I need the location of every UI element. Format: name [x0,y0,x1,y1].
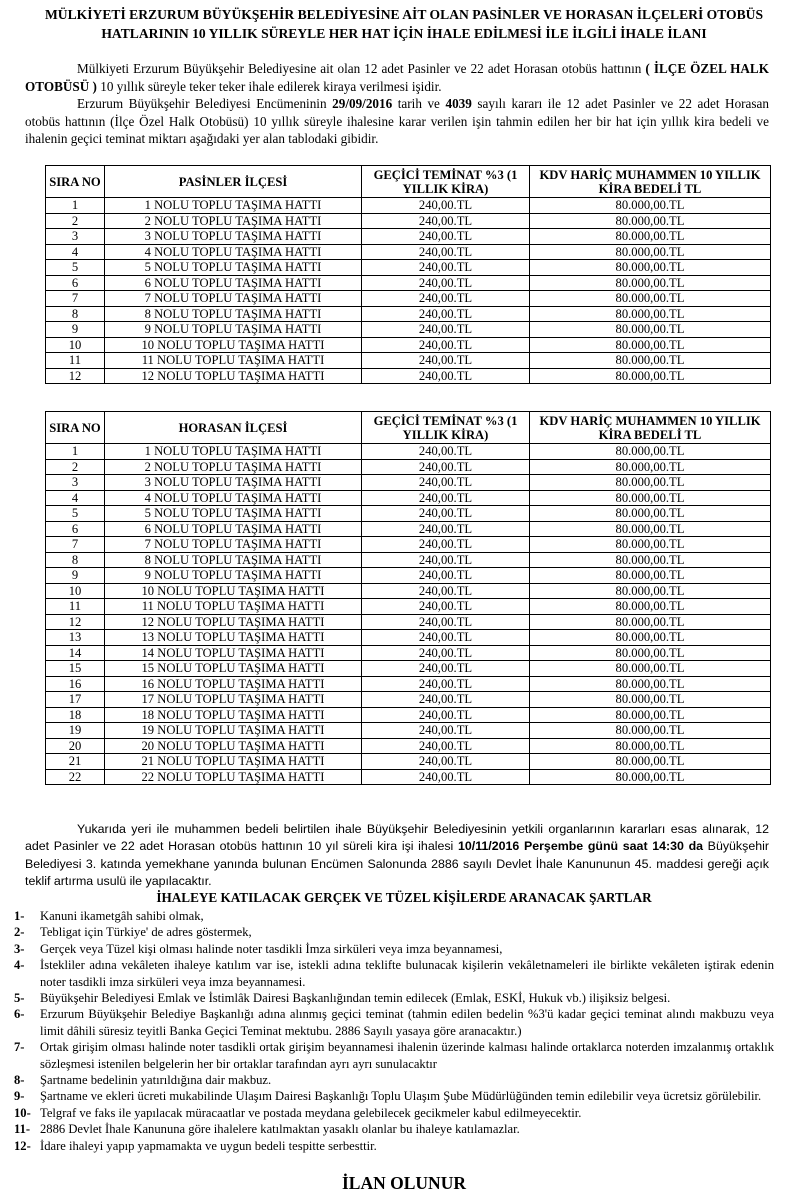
cell-sira-no: 8 [46,306,105,322]
cell-teminat: 240,00.TL [362,769,530,785]
intro-p2-text: Erzurum Büyükşehir Belediyesi Encümeninin [77,96,333,112]
cell-teminat: 240,00.TL [362,475,530,491]
cell-sira-no: 4 [46,490,105,506]
cell-bedel: 80.000,00.TL [530,614,771,630]
intro-p1-text: Mülkiyeti Erzurum Büyükşehir Belediyesine ait olan 12 adet Pasinler ve 22 adet Horasan otobüs hattının [77,61,646,76]
cell-teminat: 240,00.TL [362,353,530,369]
requirement-text: İstekliler adına vekâleten ihaleye katılım var ise, istekli adına teklifte bulunacak kişilerin vekâletnameleri ile birlikte vekâleten iştirak edenin noter tasdikli imza sirküleri veya imza beyannamesi. [40,958,774,989]
requirement-number: 8- [14,1073,25,1088]
requirement-text: Gerçek veya Tüzel kişi olması halinde noter tasdikli İmza sirküleri veya imza beyannamesi, [40,941,503,956]
cell-hat-name: 21 NOLU TOPLU TAŞIMA HATTI [105,754,362,770]
table-row [46,754,771,770]
requirement-text: Telgraf ve faks ile yapılacak müracaatlar ve postada meydana gelebilecek gecikmeler kabul edilmeyecektir. [40,1105,582,1120]
cell-bedel: 80.000,00.TL [530,490,771,506]
cell-hat-name: 2 NOLU TOPLU TAŞIMA HATTI [105,213,362,229]
table-row [46,322,771,338]
cell-sira-no: 14 [46,645,105,661]
cell-hat-name: 3 NOLU TOPLU TAŞIMA HATTI [105,229,362,245]
requirement-number: 3- [14,941,25,956]
table-row [46,630,771,646]
table-row [46,769,771,785]
decision-number: 4039 [445,96,472,112]
cell-hat-name: 7 NOLU TOPLU TAŞIMA HATTI [105,291,362,307]
requirement-number: 10- [14,1105,31,1120]
table-row [46,676,771,692]
cell-teminat: 240,00.TL [362,459,530,475]
cell-teminat: 240,00.TL [362,583,530,599]
requirement-number: 12- [14,1138,31,1153]
cell-teminat: 240,00.TL [362,537,530,553]
table-row [46,583,771,599]
cell-sira-no: 3 [46,229,105,245]
requirement-item [14,957,774,990]
cell-hat-name: 16 NOLU TOPLU TAŞIMA HATTI [105,676,362,692]
cell-hat-name: 9 NOLU TOPLU TAŞIMA HATTI [105,568,362,584]
cell-bedel: 80.000,00.TL [530,198,771,214]
pasinler-table-body [46,198,771,384]
cell-sira-no: 12 [46,368,105,384]
cell-bedel: 80.000,00.TL [530,707,771,723]
cell-bedel: 80.000,00.TL [530,506,771,522]
requirement-number: 6- [14,1007,25,1022]
cell-teminat: 240,00.TL [362,490,530,506]
closing-statement: İLAN OLUNUR [342,1173,466,1193]
cell-bedel: 80.000,00.TL [530,244,771,260]
cell-teminat: 240,00.TL [362,614,530,630]
table-header-row [46,412,771,444]
table-row [46,599,771,615]
table-row [46,275,771,291]
cell-bedel: 80.000,00.TL [530,754,771,770]
cell-bedel: 80.000,00.TL [530,521,771,537]
cell-bedel: 80.000,00.TL [530,275,771,291]
table-row [46,537,771,553]
requirements-list [14,908,774,1154]
cell-hat-name: 20 NOLU TOPLU TAŞIMA HATTI [105,738,362,754]
cell-bedel: 80.000,00.TL [530,552,771,568]
table-row [46,459,771,475]
cell-sira-no: 9 [46,322,105,338]
table-row [46,661,771,677]
pasinler-table [45,165,771,384]
requirement-number: 2- [14,925,25,940]
cell-sira-no: 18 [46,707,105,723]
cell-bedel: 80.000,00.TL [530,723,771,739]
table-row [46,306,771,322]
requirement-item [14,1138,774,1154]
cell-teminat: 240,00.TL [362,506,530,522]
cell-hat-name: 11 NOLU TOPLU TAŞIMA HATTI [105,599,362,615]
cell-sira-no: 5 [46,506,105,522]
requirement-item [14,941,774,957]
cell-teminat: 240,00.TL [362,198,530,214]
requirement-item [14,990,774,1006]
cell-hat-name: 14 NOLU TOPLU TAŞIMA HATTI [105,645,362,661]
table-row [46,291,771,307]
tender-details-paragraph [25,821,769,891]
table-row [46,645,771,661]
table-row [46,475,771,491]
cell-teminat: 240,00.TL [362,306,530,322]
cell-teminat: 240,00.TL [362,229,530,245]
table-row [46,723,771,739]
requirement-text: Şartname ve ekleri ücreti mukabilinde Ulaşım Dairesi Başkanlığı Toplu Ulaşım Şube Müdürlüğünden temin edilebilir veya ücretsiz görülebilir. [40,1089,762,1104]
cell-bedel: 80.000,00.TL [530,692,771,708]
requirement-text: Kanuni ikametgâh sahibi olmak, [40,909,204,923]
cell-teminat: 240,00.TL [362,213,530,229]
table-row [46,353,771,369]
cell-bedel: 80.000,00.TL [530,459,771,475]
cell-bedel: 80.000,00.TL [530,306,771,322]
cell-hat-name: 3 NOLU TOPLU TAŞIMA HATTI [105,475,362,491]
cell-sira-no: 6 [46,521,105,537]
requirement-text: 2886 Devlet İhale Kanununa göre ihalelere katılmaktan yasaklı olanlar bu ihaleye katılamazlar. [40,1122,520,1137]
cell-bedel: 80.000,00.TL [530,583,771,599]
table-row [46,368,771,384]
cell-sira-no: 22 [46,769,105,785]
cell-bedel: 80.000,00.TL [530,322,771,338]
cell-bedel: 80.000,00.TL [530,475,771,491]
cell-teminat: 240,00.TL [362,337,530,353]
requirement-number: 5- [14,991,25,1006]
requirement-item [14,908,774,924]
table-row [46,244,771,260]
intro-paragraph-2 [25,95,769,148]
cell-hat-name: 2 NOLU TOPLU TAŞIMA HATTI [105,459,362,475]
table-row [46,490,771,506]
header-teminat: GEÇİCİ TEMİNAT %3 (1 YILLIK KİRA) [362,166,530,198]
cell-hat-name: 5 NOLU TOPLU TAŞIMA HATTI [105,506,362,522]
cell-sira-no: 3 [46,475,105,491]
cell-bedel: 80.000,00.TL [530,213,771,229]
cell-teminat: 240,00.TL [362,444,530,460]
cell-teminat: 240,00.TL [362,754,530,770]
requirement-item [14,1072,774,1088]
requirement-text: Erzurum Büyükşehir Belediye Başkanlığı adına alınmış geçici teminat (tahmin edilen bedelin %3'ü kadar geçici teminat alındı makbuzu veya limit dâhili süresiz teyitli Banka Geçici Teminat mektubu. 2886 Sayılı yasaya göre aranacaktır.) [40,1007,774,1038]
cell-bedel: 80.000,00.TL [530,645,771,661]
table-row [46,213,771,229]
cell-hat-name: 18 NOLU TOPLU TAŞIMA HATTI [105,707,362,723]
cell-sira-no: 7 [46,537,105,553]
cell-teminat: 240,00.TL [362,322,530,338]
cell-bedel: 80.000,00.TL [530,568,771,584]
cell-teminat: 240,00.TL [362,738,530,754]
table-row [46,229,771,245]
cell-hat-name: 12 NOLU TOPLU TAŞIMA HATTI [105,368,362,384]
table-row [46,444,771,460]
header-sira-no: SIRA NO [46,166,105,198]
cell-sira-no: 6 [46,275,105,291]
cell-hat-name: 5 NOLU TOPLU TAŞIMA HATTI [105,260,362,276]
cell-hat-name: 13 NOLU TOPLU TAŞIMA HATTI [105,630,362,646]
requirement-item [14,1006,774,1039]
cell-hat-name: 22 NOLU TOPLU TAŞIMA HATTI [105,769,362,785]
tender-text: Yukarıda yeri ile muhammen bedeli belirtilen ihale Büyükşehir Belediyesinin yetkili organlarının kararları esas alınarak, 12 adet Pasinler ve 22 adet Horasan otobüs hattının 10 yıl süreli kira işi ihalesi [25,822,769,854]
cell-sira-no: 1 [46,198,105,214]
cell-teminat: 240,00.TL [362,645,530,661]
cell-bedel: 80.000,00.TL [530,291,771,307]
cell-sira-no: 15 [46,661,105,677]
requirement-item [14,1088,774,1104]
requirement-number: 1- [14,909,25,923]
cell-sira-no: 17 [46,692,105,708]
cell-teminat: 240,00.TL [362,599,530,615]
cell-sira-no: 4 [46,244,105,260]
cell-hat-name: 12 NOLU TOPLU TAŞIMA HATTI [105,614,362,630]
decision-date: 29/09/2016 [332,96,393,112]
cell-hat-name: 10 NOLU TOPLU TAŞIMA HATTI [105,337,362,353]
requirement-item [14,1039,774,1072]
cell-bedel: 80.000,00.TL [530,738,771,754]
cell-hat-name: 17 NOLU TOPLU TAŞIMA HATTI [105,692,362,708]
cell-hat-name: 7 NOLU TOPLU TAŞIMA HATTI [105,537,362,553]
cell-bedel: 80.000,00.TL [530,337,771,353]
requirement-item [14,924,774,940]
cell-sira-no: 11 [46,353,105,369]
cell-bedel: 80.000,00.TL [530,769,771,785]
cell-bedel: 80.000,00.TL [530,537,771,553]
cell-teminat: 240,00.TL [362,552,530,568]
cell-sira-no: 2 [46,459,105,475]
cell-sira-no: 20 [46,738,105,754]
header-teminat: GEÇİCİ TEMİNAT %3 (1 YILLIK KİRA) [362,412,530,444]
cell-hat-name: 8 NOLU TOPLU TAŞIMA HATTI [105,552,362,568]
requirement-text: Tebligat için Türkiye' de adres göstermek, [40,925,252,940]
cell-bedel: 80.000,00.TL [530,630,771,646]
cell-sira-no: 5 [46,260,105,276]
requirement-text: Şartname bedelinin yatırıldığına dair makbuz. [40,1073,272,1088]
requirements-title: İHALEYE KATILACAK GERÇEK VE TÜZEL KİŞİLERDE ARANACAK ŞARTLAR [156,890,652,905]
intro-p1-text-end: 10 yıllık süreyle teker teker ihale edilerek kiraya verilmesi işidir. [96,78,442,94]
table-row [46,568,771,584]
requirement-item [14,1121,774,1137]
header-bedel: KDV HARİÇ MUHAMMEN 10 YILLIK KİRA BEDELİ TL [530,166,771,198]
header-ilce: HORASAN İLÇESİ [105,412,362,444]
cell-bedel: 80.000,00.TL [530,260,771,276]
cell-teminat: 240,00.TL [362,244,530,260]
cell-hat-name: 11 NOLU TOPLU TAŞIMA HATTI [105,353,362,369]
horasan-table-body [46,444,771,785]
cell-hat-name: 8 NOLU TOPLU TAŞIMA HATTI [105,306,362,322]
cell-teminat: 240,00.TL [362,275,530,291]
tender-text-end: Büyükşehir Belediyesi 3. katında yemekhane yanında bulunan Encümen Salonunda 2886 sayılı Devlet İhale Kanununun 45. maddesi gereği açık teklif artırma usulü ile yapılacaktır. [25,839,769,889]
table-row [46,506,771,522]
intro-p1-bold: ( İLÇE ÖZEL HALK OTOBÜSÜ ) [25,61,769,94]
cell-bedel: 80.000,00.TL [530,661,771,677]
table-row [46,521,771,537]
cell-teminat: 240,00.TL [362,291,530,307]
cell-hat-name: 15 NOLU TOPLU TAŞIMA HATTI [105,661,362,677]
cell-sira-no: 16 [46,676,105,692]
page-title: MÜLKİYETİ ERZURUM BÜYÜKŞEHİR BELEDİYESİNE AİT OLAN PASİNLER VE HORASAN İLÇELERİ OTOBÜS HATLARININ 10 YILLIK SÜREYLE HER HAT İÇİN İHALE EDİLMESİ İLE İLGİLİ İHALE İLANI [44,7,764,41]
cell-bedel: 80.000,00.TL [530,368,771,384]
cell-bedel: 80.000,00.TL [530,599,771,615]
intro-paragraph-1 [25,60,769,95]
requirement-number: 4- [14,958,25,973]
cell-hat-name: 9 NOLU TOPLU TAŞIMA HATTI [105,322,362,338]
table-row [46,337,771,353]
cell-sira-no: 13 [46,630,105,646]
requirement-number: 9- [14,1089,25,1104]
cell-teminat: 240,00.TL [362,723,530,739]
requirement-number: 11- [14,1122,31,1137]
cell-hat-name: 6 NOLU TOPLU TAŞIMA HATTI [105,275,362,291]
cell-sira-no: 2 [46,213,105,229]
cell-teminat: 240,00.TL [362,521,530,537]
cell-hat-name: 19 NOLU TOPLU TAŞIMA HATTI [105,723,362,739]
cell-hat-name: 1 NOLU TOPLU TAŞIMA HATTI [105,444,362,460]
cell-hat-name: 4 NOLU TOPLU TAŞIMA HATTI [105,244,362,260]
horasan-table [45,411,771,785]
cell-teminat: 240,00.TL [362,260,530,276]
cell-sira-no: 21 [46,754,105,770]
cell-teminat: 240,00.TL [362,368,530,384]
cell-hat-name: 6 NOLU TOPLU TAŞIMA HATTI [105,521,362,537]
cell-sira-no: 9 [46,568,105,584]
cell-sira-no: 10 [46,337,105,353]
requirement-number: 7- [14,1040,25,1055]
cell-teminat: 240,00.TL [362,661,530,677]
table-row [46,614,771,630]
cell-teminat: 240,00.TL [362,568,530,584]
cell-sira-no: 11 [46,599,105,615]
cell-sira-no: 12 [46,614,105,630]
cell-sira-no: 8 [46,552,105,568]
cell-teminat: 240,00.TL [362,692,530,708]
intro-p2-text: sayılı kararı ile 12 adet Pasinler ve 22 adet Horasan otobüs hattının (İlçe Özel Halk Otobüsü) 10 yıllık süreyle ihalesine karar verilen işin tahmin edilen her bir hat için yıllık kira bedeli ve ihalenin geçici teminat miktarı aşağıdaki yer alan tablodaki gibidir. [25,96,769,147]
table-row [46,738,771,754]
cell-hat-name: 4 NOLU TOPLU TAŞIMA HATTI [105,490,362,506]
table-row [46,692,771,708]
requirement-text: İdare ihaleyi yapıp yapmamakta ve uygun bedeli tespitte serbesttir. [40,1138,377,1153]
cell-hat-name: 1 NOLU TOPLU TAŞIMA HATTI [105,198,362,214]
cell-bedel: 80.000,00.TL [530,444,771,460]
cell-bedel: 80.000,00.TL [530,353,771,369]
intro-section [25,60,769,148]
cell-teminat: 240,00.TL [362,707,530,723]
cell-teminat: 240,00.TL [362,676,530,692]
table-header-row [46,166,771,198]
cell-sira-no: 1 [46,444,105,460]
cell-hat-name: 10 NOLU TOPLU TAŞIMA HATTI [105,583,362,599]
table-row [46,260,771,276]
cell-sira-no: 19 [46,723,105,739]
intro-p2-text: tarih ve [392,96,446,112]
header-ilce: PASİNLER İLÇESİ [105,166,362,198]
cell-sira-no: 7 [46,291,105,307]
requirement-item [14,1105,774,1121]
requirement-text: Ortak girişim olması halinde noter tasdikli ortak girişim beyannamesi ihalenin üzerinde kalması halinde ortaklarca noterden imzalanmış ortaklık sözleşmesi istenilen belgelerin her bir ortaklar tarafından ayrı ayrı sunulacaktır [40,1040,774,1071]
table-row [46,198,771,214]
cell-sira-no: 10 [46,583,105,599]
table-row [46,552,771,568]
cell-bedel: 80.000,00.TL [530,229,771,245]
header-sira-no: SIRA NO [46,412,105,444]
cell-bedel: 80.000,00.TL [530,676,771,692]
header-bedel: KDV HARİÇ MUHAMMEN 10 YILLIK KİRA BEDELİ TL [530,412,771,444]
requirement-text: Büyükşehir Belediyesi Emlak ve İstimlâk Dairesi Başkanlığından temin edilecek (Emlak, ESKİ, Hukuk vb.) ilişiksiz belgesi. [40,991,671,1006]
tender-datetime: 10/11/2016 Perşembe günü saat 14:30 da [457,839,704,854]
table-row [46,707,771,723]
cell-teminat: 240,00.TL [362,630,530,646]
